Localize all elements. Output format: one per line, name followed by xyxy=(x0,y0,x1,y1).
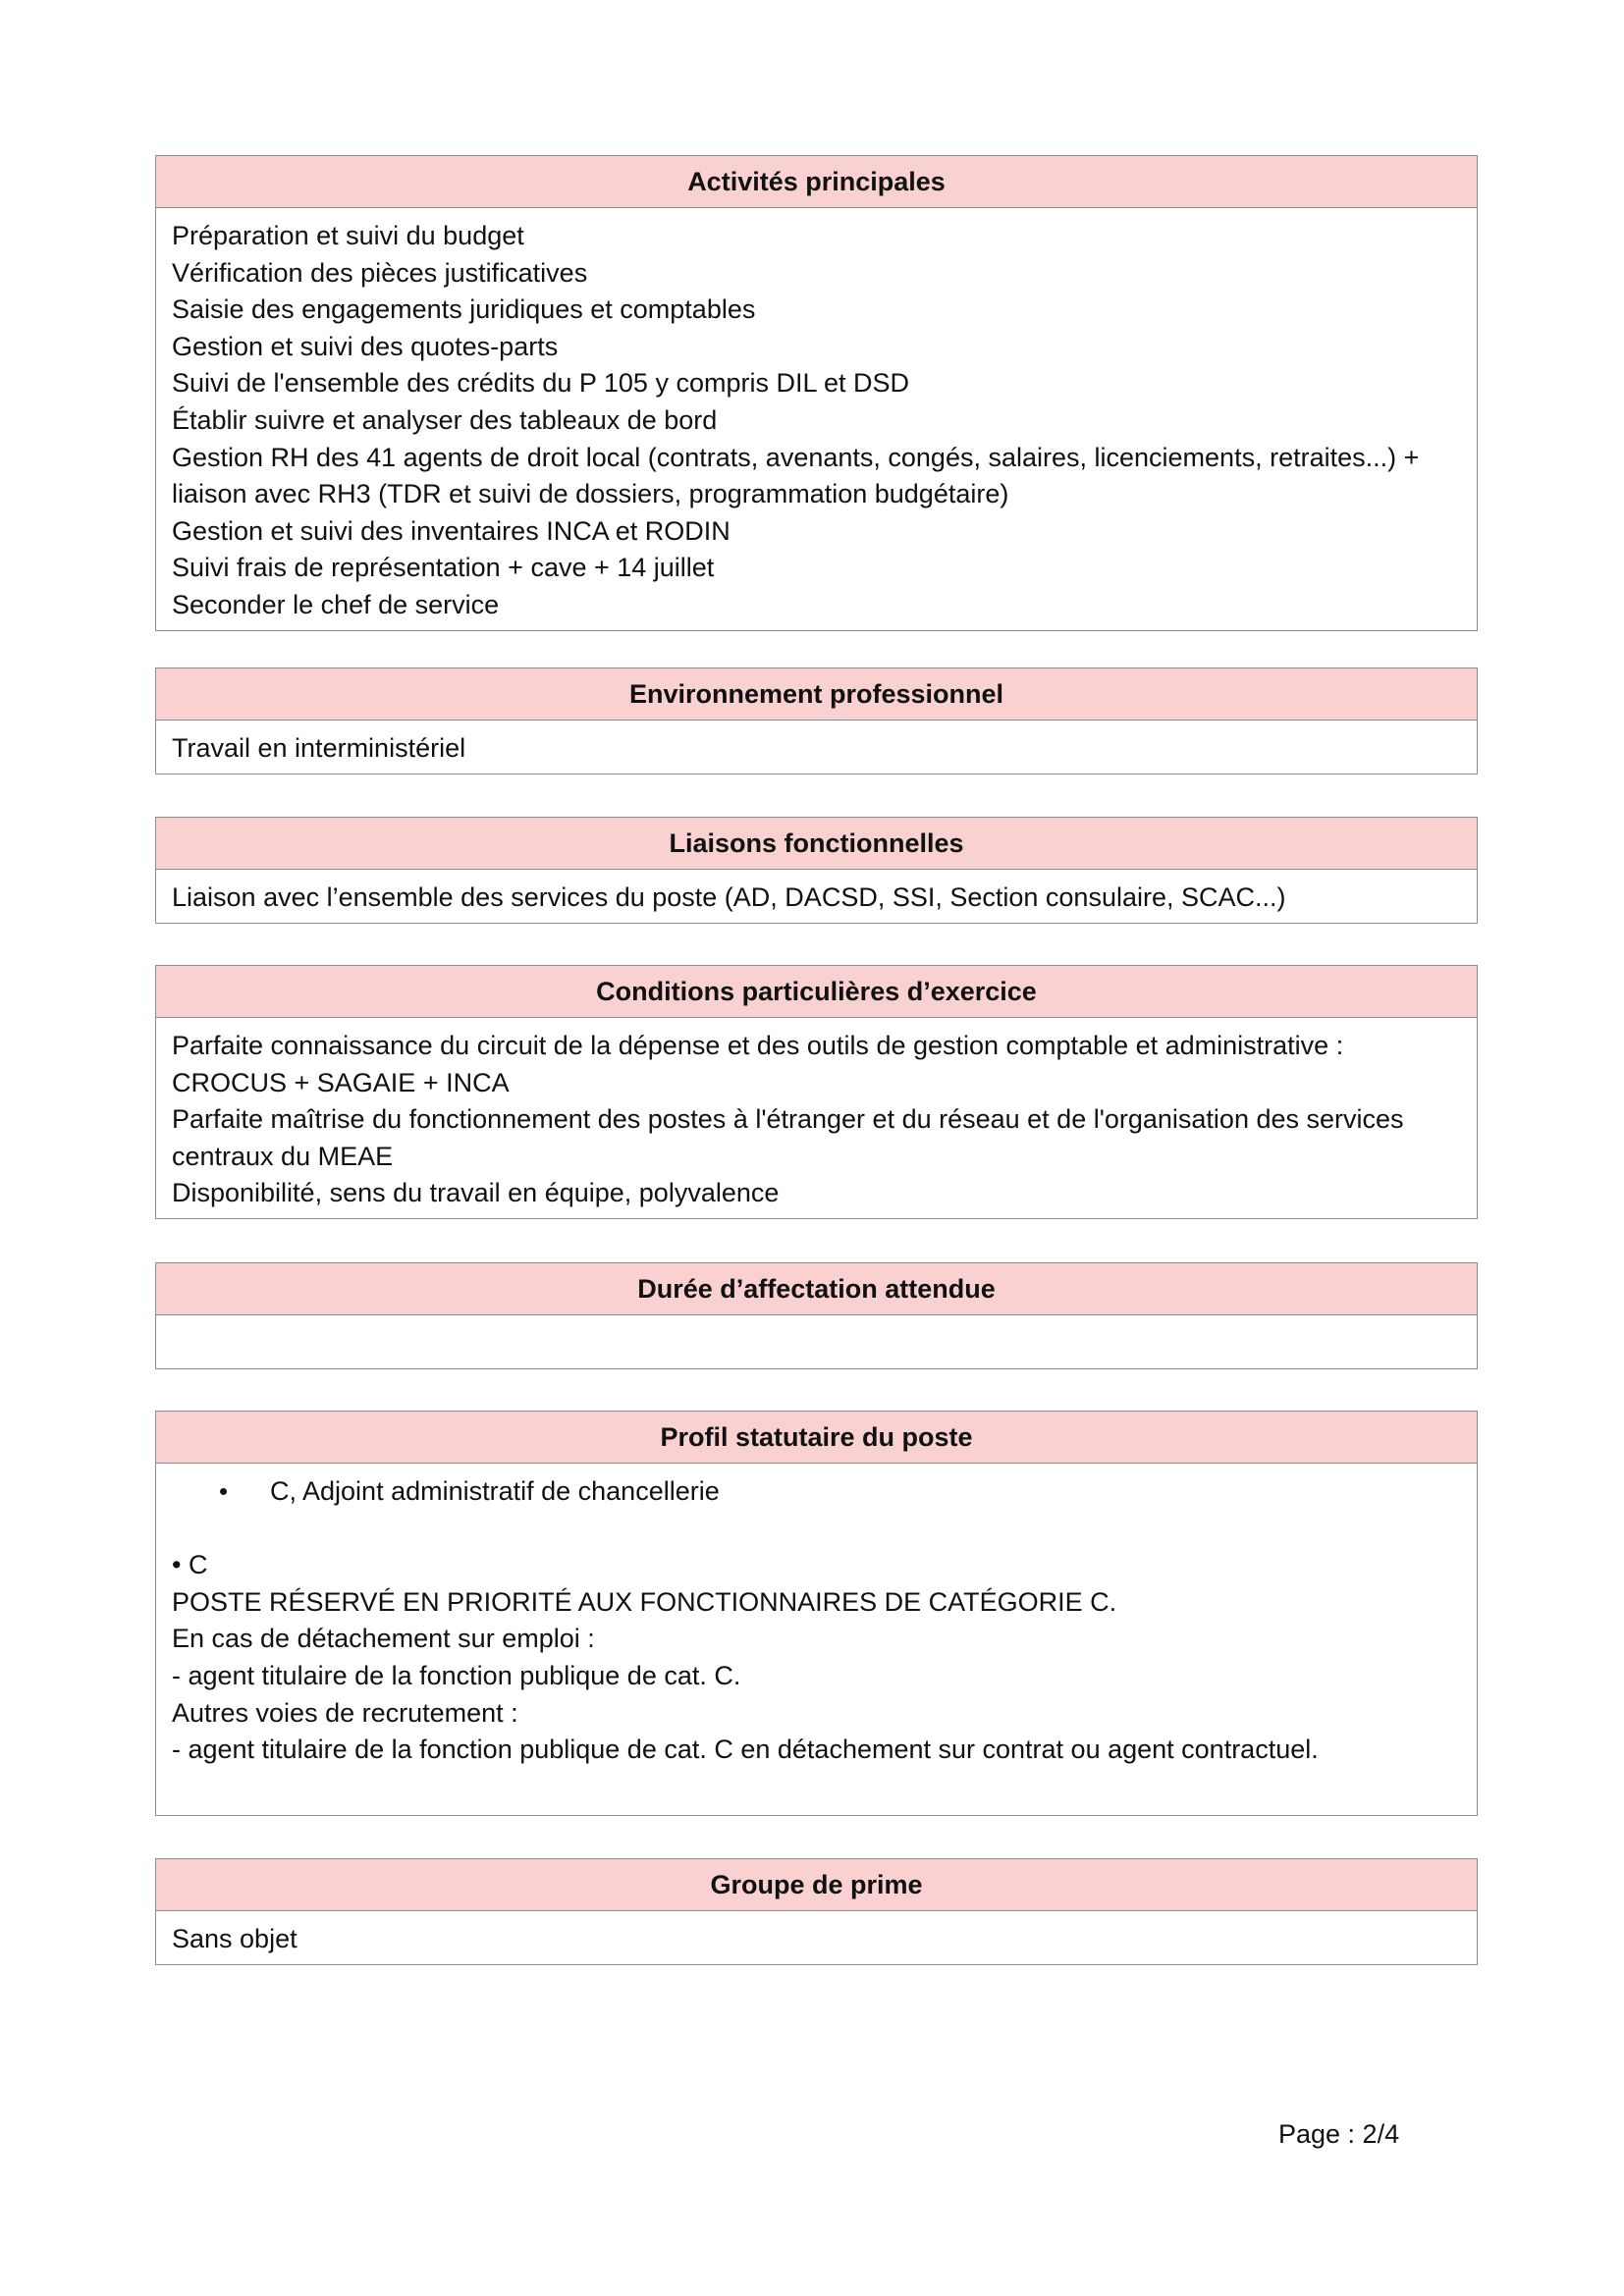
condition-line: CROCUS + SAGAIE + INCA xyxy=(172,1067,510,1097)
condition-line: Parfaite connaissance du circuit de la dépense et des outils de gestion comptable et administrative : xyxy=(172,1031,1344,1060)
section-body xyxy=(156,870,1477,927)
section-title: Profil statutaire du poste xyxy=(156,1412,1477,1464)
section-body xyxy=(156,1464,1477,1779)
activity-line: liaison avec RH3 (TDR et suivi de dossiers, programmation budgétaire) xyxy=(172,479,1009,509)
activity-line: Vérification des pièces justificatives xyxy=(172,257,588,288)
activity-line: Préparation et suivi du budget xyxy=(172,221,524,250)
blank-line xyxy=(172,1511,1461,1548)
section-body xyxy=(156,721,1477,777)
profile-line: • C xyxy=(172,1550,208,1580)
section-title: Activités principales xyxy=(156,156,1477,208)
section-title: Environnement professionnel xyxy=(156,668,1477,721)
profile-line: - agent titulaire de la fonction publique de cat. C en détachement sur contrat ou agent contractuel. xyxy=(172,1735,1319,1765)
profile-line: En cas de détachement sur emploi : xyxy=(172,1624,595,1654)
profile-line: POSTE RÉSERVÉ EN PRIORITÉ AUX FONCTIONNAIRES DE CATÉGORIE C. xyxy=(172,1586,1117,1617)
activity-line: Gestion RH des 41 agents de droit local (contrats, avenants, congés, salaires, licenciements, retraites...) + xyxy=(172,442,1420,472)
page-number: Page : 2/4 xyxy=(1278,2119,1400,2149)
section-groupe-prime xyxy=(155,1858,1478,1965)
activity-line: Suivi de l'ensemble des crédits du P 105 y compris DIL et DSD xyxy=(172,368,910,399)
section-profil-statutaire xyxy=(155,1411,1478,1816)
list-item xyxy=(172,1473,1461,1511)
section-body-empty xyxy=(156,1315,1477,1335)
section-title: Groupe de prime xyxy=(156,1859,1477,1911)
activity-line: Saisie des engagements juridiques et comptables xyxy=(172,294,756,325)
section-body xyxy=(156,1018,1477,1222)
profile-line: - agent titulaire de la fonction publique de cat. C. xyxy=(172,1660,741,1690)
liaison-line: Liaison avec l’ensemble des services du poste (AD, DACSD, SSI, Section consulaire, SCAC...) xyxy=(172,882,1286,912)
section-activites-principales xyxy=(155,155,1478,631)
activity-line: Seconder le chef de service xyxy=(172,589,500,619)
activity-line: Gestion et suivi des inventaires INCA et RODIN xyxy=(172,515,731,546)
section-environnement-professionnel xyxy=(155,667,1478,774)
activity-line: Établir suivre et analyser des tableaux de bord xyxy=(172,404,718,435)
section-body xyxy=(156,208,1477,634)
prime-line: Sans objet xyxy=(172,1924,298,1953)
activity-line: Gestion et suivi des quotes-parts xyxy=(172,331,559,361)
profile-line: Autres voies de recrutement : xyxy=(172,1697,518,1728)
profile-bullet-text: C, Adjoint administratif de chancellerie xyxy=(270,1476,720,1506)
section-conditions-particulieres xyxy=(155,965,1478,1219)
condition-line: Disponibilité, sens du travail en équipe, polyvalence xyxy=(172,1178,780,1208)
condition-line: centraux du MEAE xyxy=(172,1141,394,1171)
section-duree-affectation xyxy=(155,1262,1478,1369)
environment-line: Travail en interministériel xyxy=(172,733,466,763)
bullet-icon: • xyxy=(219,1476,229,1506)
section-liaisons-fonctionnelles xyxy=(155,817,1478,924)
condition-line: Parfaite maîtrise du fonctionnement des postes à l'étranger et du réseau et de l'organisation des services xyxy=(172,1104,1404,1135)
section-body xyxy=(156,1911,1477,1968)
activity-line: Suivi frais de représentation + cave + 14 juillet xyxy=(172,553,715,583)
section-title: Durée d’affectation attendue xyxy=(156,1263,1477,1315)
section-title: Conditions particulières d’exercice xyxy=(156,966,1477,1018)
section-title: Liaisons fonctionnelles xyxy=(156,818,1477,870)
